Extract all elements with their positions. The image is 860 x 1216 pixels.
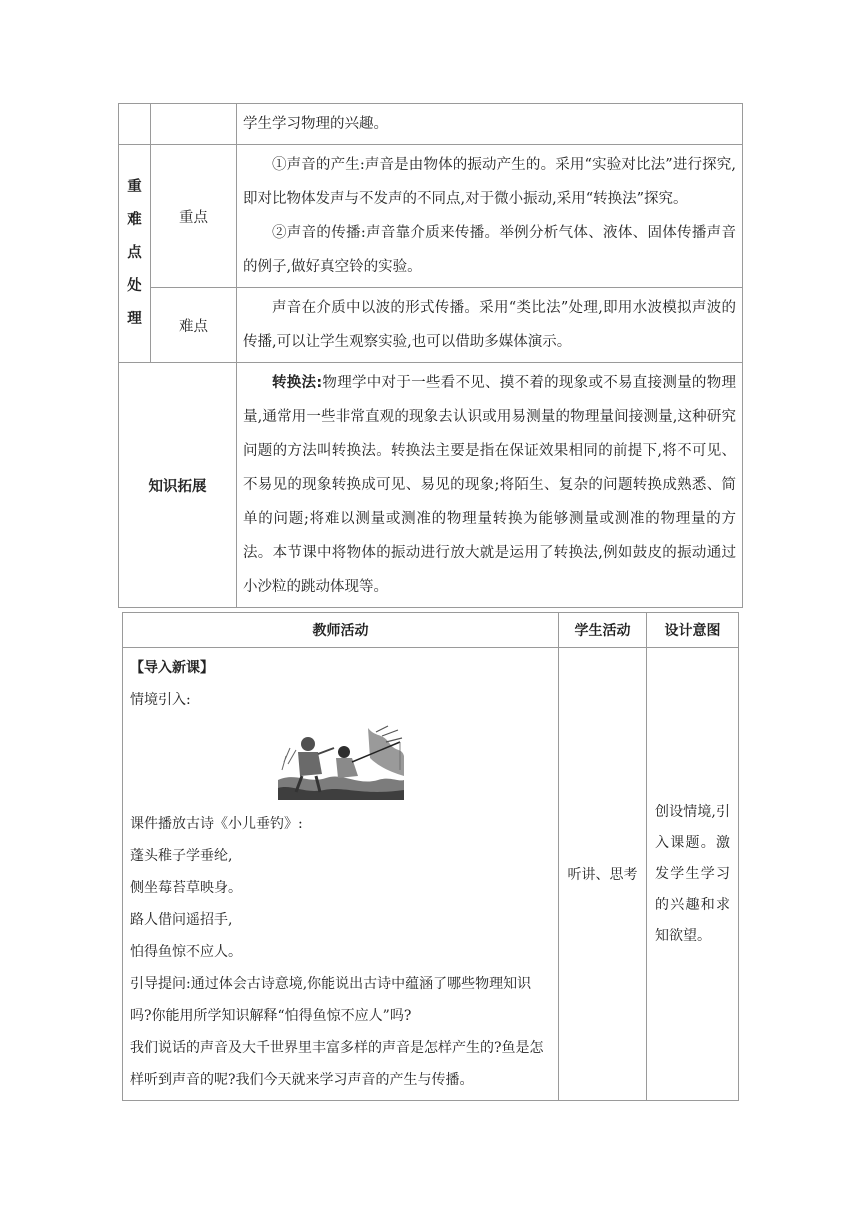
knowledge-extension-label: 知识拓展: [119, 363, 237, 608]
table-row: [119, 363, 743, 608]
student-activity-cell: 听讲、思考: [559, 648, 647, 1101]
key-point-para-1: ①声音的产生:声音是由物体的振动产生的。采用“实验对比法”进行探究,即对比物体发声与不发声的不同点,对于微小振动,采用“转换法”探究。: [243, 157, 736, 207]
table-row: [119, 145, 743, 288]
header-teacher-activity: 教师活动: [123, 613, 559, 648]
activity-table: [122, 612, 739, 1101]
poem-intro: 课件播放古诗《小儿垂钓》:: [130, 816, 303, 832]
guide-question: 引导提问:通过体会古诗意境,你能说出古诗中蕴涵了哪些物理知识吗?你能用所学知识解释“怕得鱼惊不应人”吗?: [130, 976, 532, 1024]
knowledge-extension-body: 物理学中对于一些看不见、摸不着的现象或不易直接测量的物理量,通常用一些非常直观的现象去认识或用易测量的物理量间接测量,这种研究问题的方法叫转换法。转换法主要是指在保证效果相同的前提下,将不可见、不易见的现象转换成可见、易见的现象;将陌生、复杂的问题转换成熟悉、简单的问题;将难以测量或测准的物理量转换为能够测量或测准的物理量的方法。本节课中将物体的振动进行放大就是运用了转换法,例如鼓皮的振动通过小沙粒的跳动体现等。: [243, 375, 736, 595]
key-point-para-2: ②声音的传播:声音靠介质来传播。举例分析气体、液体、固体传播声音的例子,做好真空铃的实验。: [243, 225, 736, 275]
empty-cell: [151, 104, 237, 145]
difficult-point-text: 声音在介质中以波的形式传播。采用“类比法”处理,即用水波模拟声波的传播,可以让学生观察实验,也可以借助多媒体演示。: [243, 300, 736, 350]
table-header-row: [123, 613, 739, 648]
knowledge-extension-content: [237, 363, 743, 608]
knowledge-extension-text: [243, 366, 736, 604]
poem-line: 蓬头稚子学垂纶,: [130, 848, 233, 864]
header-design-intent: 设计意图: [647, 613, 739, 648]
table-row: [123, 648, 739, 1101]
table-row: [119, 104, 743, 145]
difficult-point-label: 难点: [151, 288, 237, 363]
key-point-content: [237, 145, 743, 288]
teacher-activity-cell: [123, 648, 559, 1101]
continuation-cell: [237, 104, 743, 145]
term-conversion-method: 转换法:: [272, 375, 323, 391]
design-intent-cell: 创设情境,引入课题。激发学生学习的兴趣和求知欲望。: [647, 648, 739, 1101]
poem-line: 侧坐莓苔草映身。: [130, 880, 242, 896]
lesson-plan-table: [118, 103, 743, 608]
poem-line: 路人借问遥招手,: [130, 912, 233, 928]
key-point-label: 重点: [151, 145, 237, 288]
continuation-text: 学生学习物理的兴趣。: [243, 116, 388, 132]
poem-line: 怕得鱼惊不应人。: [130, 944, 242, 960]
scene-intro: 情境引入:: [130, 692, 191, 708]
section-heading: 【导入新课】: [130, 660, 214, 676]
empty-cell: [119, 104, 151, 145]
lead-in-text: 我们说话的声音及大千世界里丰富多样的声音是怎样产生的?鱼是怎样听到声音的呢?我们今天就来学习声音的产生与传播。: [130, 1040, 544, 1088]
fishing-child-illustration: [278, 722, 404, 800]
header-student-activity: 学生活动: [559, 613, 647, 648]
section-label-key-difficult: 重 难 点 处 理: [119, 145, 151, 363]
difficult-point-content: [237, 288, 743, 363]
table-row: [119, 288, 743, 363]
